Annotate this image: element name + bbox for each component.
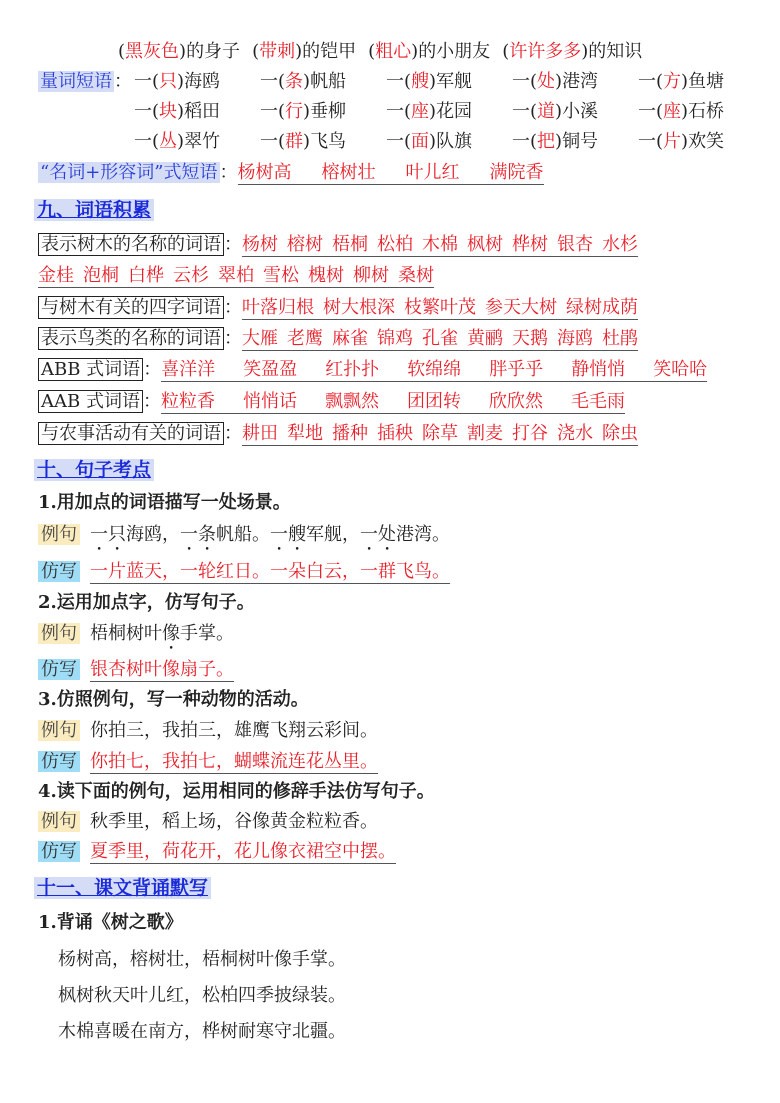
example-row: [38, 522, 450, 555]
measure-word-item: [134, 99, 260, 125]
imitation-answer: 一片蓝天，一轮红日。一朵白云，一群飞鸟。: [90, 561, 450, 582]
word-item: 桦树: [512, 234, 548, 255]
imitation-answer: 银杏树叶像扇子。: [90, 659, 234, 680]
word-group-row: [38, 421, 638, 447]
word-group-row: [38, 326, 638, 352]
one: 一(: [512, 101, 538, 122]
word-group-label: 与树木有关的四字词语: [38, 296, 224, 319]
poem-line: 木棉喜暖在南方，桦树耐寒守北疆。: [58, 1021, 346, 1042]
word-item: 树大根深: [323, 297, 395, 318]
example-tag: 例句: [38, 524, 80, 545]
paren: ): [303, 101, 311, 122]
measure-word-item: [260, 99, 386, 125]
one: 一(: [638, 131, 664, 152]
word-item: 团团转: [406, 391, 461, 412]
example-row: [38, 718, 378, 744]
word-item: 杜鹃: [602, 328, 638, 349]
imitation-answer: 夏季里，荷花开，花儿像衣裙空中摆。: [90, 841, 396, 862]
word-item: 播种: [332, 423, 368, 444]
word-item: 木棉: [422, 234, 458, 255]
paren: ): [295, 41, 303, 62]
noun: 花园: [436, 101, 473, 122]
example-text: 帆船。: [216, 524, 270, 545]
word-group-continuation: [38, 263, 434, 289]
noun-adj-item: 叶儿红: [405, 162, 460, 183]
noun: 翠竹: [184, 131, 221, 152]
colon: ：: [224, 328, 242, 349]
word-item: 参天大树: [485, 297, 557, 318]
emphasized-text: 一条: [180, 524, 216, 545]
word-group-answers: [38, 265, 434, 288]
word-item: 打谷: [512, 423, 548, 444]
paren: ): [177, 131, 185, 152]
noun-adj-item: 杨树高: [237, 162, 292, 183]
word-item: 除草: [422, 423, 458, 444]
answer: 带刺: [259, 41, 296, 62]
measure-word-item: [134, 69, 260, 95]
poem-line: 枫树秋天叶儿红，松柏四季披绿装。: [58, 985, 346, 1006]
word-item: 海鸥: [557, 328, 593, 349]
colon: ：: [142, 391, 161, 412]
word-item: 翠柏: [218, 265, 254, 286]
noun: 稻田: [184, 101, 221, 122]
recitation-title: 1.背诵《树之歌》: [38, 912, 183, 933]
noun: 石桥: [688, 101, 725, 122]
imitate-tag: 仿写: [38, 751, 80, 772]
word-item: 飘飘然: [324, 391, 379, 412]
one: 一(: [134, 101, 160, 122]
measure-word-item: [512, 129, 638, 155]
colon: ：: [143, 359, 162, 380]
word-group-row: [38, 232, 638, 258]
paren: ): [681, 131, 689, 152]
section-title: 十、句子考点: [34, 459, 154, 481]
word-item: 粒粒香: [160, 391, 215, 412]
word-item: 桑树: [398, 265, 434, 286]
measure-word-item: [386, 69, 512, 95]
word-group-label: 表示树木的名称的词语: [38, 233, 224, 256]
word-item: 金桂: [38, 265, 74, 286]
question-title: 2.运用加点字，仿写句子。: [38, 592, 255, 613]
word-item: 柳树: [353, 265, 389, 286]
word-item: 大雁: [242, 328, 278, 349]
noun: 队旗: [436, 131, 473, 152]
emphasized-text: 一处: [360, 524, 396, 545]
paren: ): [429, 71, 437, 92]
noun: 鱼塘: [688, 71, 725, 92]
word-group-answers: [242, 297, 638, 320]
one: 一(: [512, 71, 538, 92]
word-item: 梧桐: [332, 234, 368, 255]
word-item: 毛毛雨: [570, 391, 625, 412]
recitation-subtitle-row: [38, 910, 183, 936]
colon: ：: [219, 162, 238, 183]
paren: ): [303, 131, 311, 152]
word-item: 喜洋洋: [161, 359, 216, 380]
paren: ): [681, 71, 689, 92]
imitation-row: [38, 657, 234, 683]
noun: 海鸥: [184, 71, 221, 92]
imitation-row: [38, 749, 378, 775]
word-group-label: AAB 式词语: [38, 390, 143, 413]
word-group-row: [38, 295, 638, 321]
measure-word: 行: [285, 101, 304, 122]
adjective-phrase-row: [118, 39, 642, 65]
noun-adj-item: 满院香: [489, 162, 544, 183]
word-item: 松柏: [377, 234, 413, 255]
emphasized-text: 像: [162, 623, 180, 644]
word-group-row: [38, 357, 707, 383]
adjective-phrase: [252, 41, 356, 62]
imitation-answer: 你拍七，我拍七，蝴蝶流连花丛里。: [90, 751, 378, 772]
word-item: 槐树: [308, 265, 344, 286]
imitate-tag: 仿写: [38, 561, 80, 582]
example-tag: 例句: [38, 811, 80, 832]
word-item: 泡桐: [83, 265, 119, 286]
measure-word-item: [638, 129, 764, 155]
adjective-phrase: [118, 41, 240, 62]
noun-adj-item: 榕树壮: [321, 162, 376, 183]
paren: ): [179, 41, 187, 62]
word-item: 麻雀: [332, 328, 368, 349]
paren: ): [411, 41, 419, 62]
paren: (: [252, 41, 260, 62]
paren: ): [177, 101, 185, 122]
example-text: 梧桐树叶: [90, 623, 162, 644]
one: 一(: [512, 131, 538, 152]
poem-line-row: [58, 1019, 346, 1045]
word-item: 白桦: [128, 265, 164, 286]
word-item: 割麦: [467, 423, 503, 444]
phrase-text: 的身子: [186, 41, 241, 62]
measure-word: 块: [159, 101, 178, 122]
one: 一(: [386, 101, 412, 122]
phrase-text: 的知识: [588, 41, 643, 62]
colon: ：: [224, 234, 242, 255]
measure-word: 座: [663, 101, 682, 122]
measure-word: 片: [663, 131, 682, 152]
imitate-tag: 仿写: [38, 841, 80, 862]
word-item: 软绵绵: [407, 359, 462, 380]
measure-word: 处: [537, 71, 556, 92]
question-row: [38, 687, 309, 713]
section-11-heading: [34, 875, 211, 902]
word-item: 叶落归根: [242, 297, 314, 318]
measure-word-item: [512, 69, 638, 95]
question-title: 4.读下面的例句，运用相同的修辞手法仿写句子。: [38, 781, 435, 802]
word-item: 笑哈哈: [653, 359, 708, 380]
poem-line-row: [58, 947, 346, 973]
paren: ): [303, 71, 311, 92]
one: 一(: [638, 101, 664, 122]
answer: 粗心: [375, 41, 412, 62]
poem-line: 杨树高，榕树壮，梧桐树叶像手掌。: [58, 949, 346, 970]
measure-word-row: [38, 69, 764, 95]
noun-adj-label: “名词+形容词”式短语: [40, 162, 218, 183]
word-item: 笑盈盈: [243, 359, 298, 380]
measure-word-item: [386, 99, 512, 125]
example-text: 手掌。: [180, 623, 234, 644]
imitate-tag: 仿写: [38, 659, 80, 680]
adjective-phrase: [502, 41, 642, 62]
word-item: 银杏: [557, 234, 593, 255]
noun-adj-row: [38, 160, 544, 186]
paren: (: [368, 41, 376, 62]
emphasized-text: 一只: [90, 524, 126, 545]
noun-adj-answers: [238, 162, 544, 185]
word-item: 悄悄话: [242, 391, 297, 412]
noun: 飞鸟: [310, 131, 347, 152]
measure-word-item: [512, 99, 638, 125]
paren: (: [502, 41, 510, 62]
colon: ：: [224, 423, 242, 444]
section-10-heading: [34, 457, 154, 484]
paren: ): [177, 71, 185, 92]
question-title: 1.用加点的词语描写一处场景。: [38, 492, 291, 513]
paren: ): [429, 131, 437, 152]
word-item: 浇水: [557, 423, 593, 444]
section-title: 九、词语积累: [34, 199, 154, 221]
one: 一(: [134, 71, 160, 92]
word-item: 欣欣然: [488, 391, 543, 412]
word-item: 红扑扑: [325, 359, 380, 380]
noun: 欢笑: [688, 131, 725, 152]
measure-word-item: [260, 69, 386, 95]
section-title: 十一、课文背诵默写: [34, 877, 211, 899]
measure-word-item: [260, 129, 386, 155]
one: 一(: [638, 71, 664, 92]
noun: 帆船: [310, 71, 347, 92]
measure-word: 条: [285, 71, 304, 92]
paren: ): [429, 101, 437, 122]
one: 一(: [386, 131, 412, 152]
answer: 许许多多: [509, 41, 582, 62]
example-text: 海鸥，: [126, 524, 180, 545]
phrase-text: 的铠甲: [302, 41, 357, 62]
paren: ): [555, 101, 563, 122]
measure-word: 把: [537, 131, 556, 152]
measure-word: 方: [663, 71, 682, 92]
word-group-answers: [242, 234, 638, 257]
word-item: 胖乎乎: [489, 359, 544, 380]
word-group-row: [38, 389, 625, 415]
measure-word-item: [386, 129, 512, 155]
example-row: [38, 621, 234, 654]
phrase-text: 的小朋友: [418, 41, 491, 62]
measure-word-row: [38, 129, 764, 155]
word-item: 锦鸡: [377, 328, 413, 349]
measure-word: 群: [285, 131, 304, 152]
measure-word-label: 量词短语: [40, 71, 112, 92]
measure-word: 丛: [159, 131, 178, 152]
question-row: [38, 779, 435, 805]
imitation-row: [38, 839, 396, 865]
word-item: 榕树: [287, 234, 323, 255]
noun: 军舰: [436, 71, 473, 92]
poem-line-row: [58, 983, 346, 1009]
measure-word: 面: [411, 131, 430, 152]
example-text: 港湾。: [396, 524, 450, 545]
one: 一(: [134, 131, 160, 152]
word-item: 插秧: [377, 423, 413, 444]
word-item: 绿树成荫: [566, 297, 638, 318]
example-text: 秋季里，稻上场，谷像黄金粒粒香。: [90, 811, 378, 832]
answer: 黑灰色: [125, 41, 180, 62]
measure-word: 艘: [411, 71, 430, 92]
paren: ): [555, 131, 563, 152]
measure-word: 道: [537, 101, 556, 122]
word-item: 天鹅: [512, 328, 548, 349]
paren: (: [118, 41, 126, 62]
colon: ：: [114, 71, 132, 92]
noun: 铜号: [562, 131, 599, 152]
measure-word-item: [638, 69, 764, 95]
word-group-label: ABB 式词语: [38, 358, 143, 381]
section-9-heading: [34, 197, 154, 224]
word-item: 静悄悄: [571, 359, 626, 380]
measure-word-item: [638, 99, 764, 125]
word-item: 黄鹂: [467, 328, 503, 349]
word-item: 云杉: [173, 265, 209, 286]
paren: ): [581, 41, 589, 62]
word-group-label: 表示鸟类的名称的词语: [38, 327, 224, 350]
one: 一(: [260, 71, 286, 92]
word-item: 雪松: [263, 265, 299, 286]
measure-word: 座: [411, 101, 430, 122]
colon: ：: [224, 297, 242, 318]
noun: 港湾: [562, 71, 599, 92]
one: 一(: [386, 71, 412, 92]
example-text: 你拍三，我拍三，雄鹰飞翔云彩间。: [90, 720, 378, 741]
question-title: 3.仿照例句，写一种动物的活动。: [38, 689, 309, 710]
question-row: [38, 590, 255, 616]
imitation-row: [38, 559, 450, 585]
paren: ): [555, 71, 563, 92]
word-item: 杨树: [242, 234, 278, 255]
word-item: 孔雀: [422, 328, 458, 349]
example-row: [38, 809, 378, 835]
measure-word-row: [38, 99, 764, 125]
word-group-answers: [242, 328, 638, 351]
measure-word: 只: [159, 71, 178, 92]
example-tag: 例句: [38, 720, 80, 741]
word-group-label: 与农事活动有关的词语: [38, 422, 224, 445]
noun: 小溪: [562, 101, 599, 122]
adjective-phrase: [368, 41, 490, 62]
measure-word-item: [134, 129, 260, 155]
word-item: 耕田: [242, 423, 278, 444]
one: 一(: [260, 101, 286, 122]
word-item: 枫树: [467, 234, 503, 255]
word-item: 枝繁叶茂: [404, 297, 476, 318]
noun: 垂柳: [310, 101, 347, 122]
one: 一(: [260, 131, 286, 152]
word-item: 除虫: [602, 423, 638, 444]
emphasized-text: 一艘: [270, 524, 306, 545]
word-group-answers: [242, 423, 638, 446]
word-item: 老鹰: [287, 328, 323, 349]
word-item: 犁地: [287, 423, 323, 444]
word-group-answers: [161, 359, 707, 382]
example-tag: 例句: [38, 623, 80, 644]
paren: ): [681, 101, 689, 122]
word-item: 水杉: [602, 234, 638, 255]
example-text: 军舰，: [306, 524, 360, 545]
word-group-answers: [161, 391, 625, 414]
question-row: [38, 490, 291, 516]
